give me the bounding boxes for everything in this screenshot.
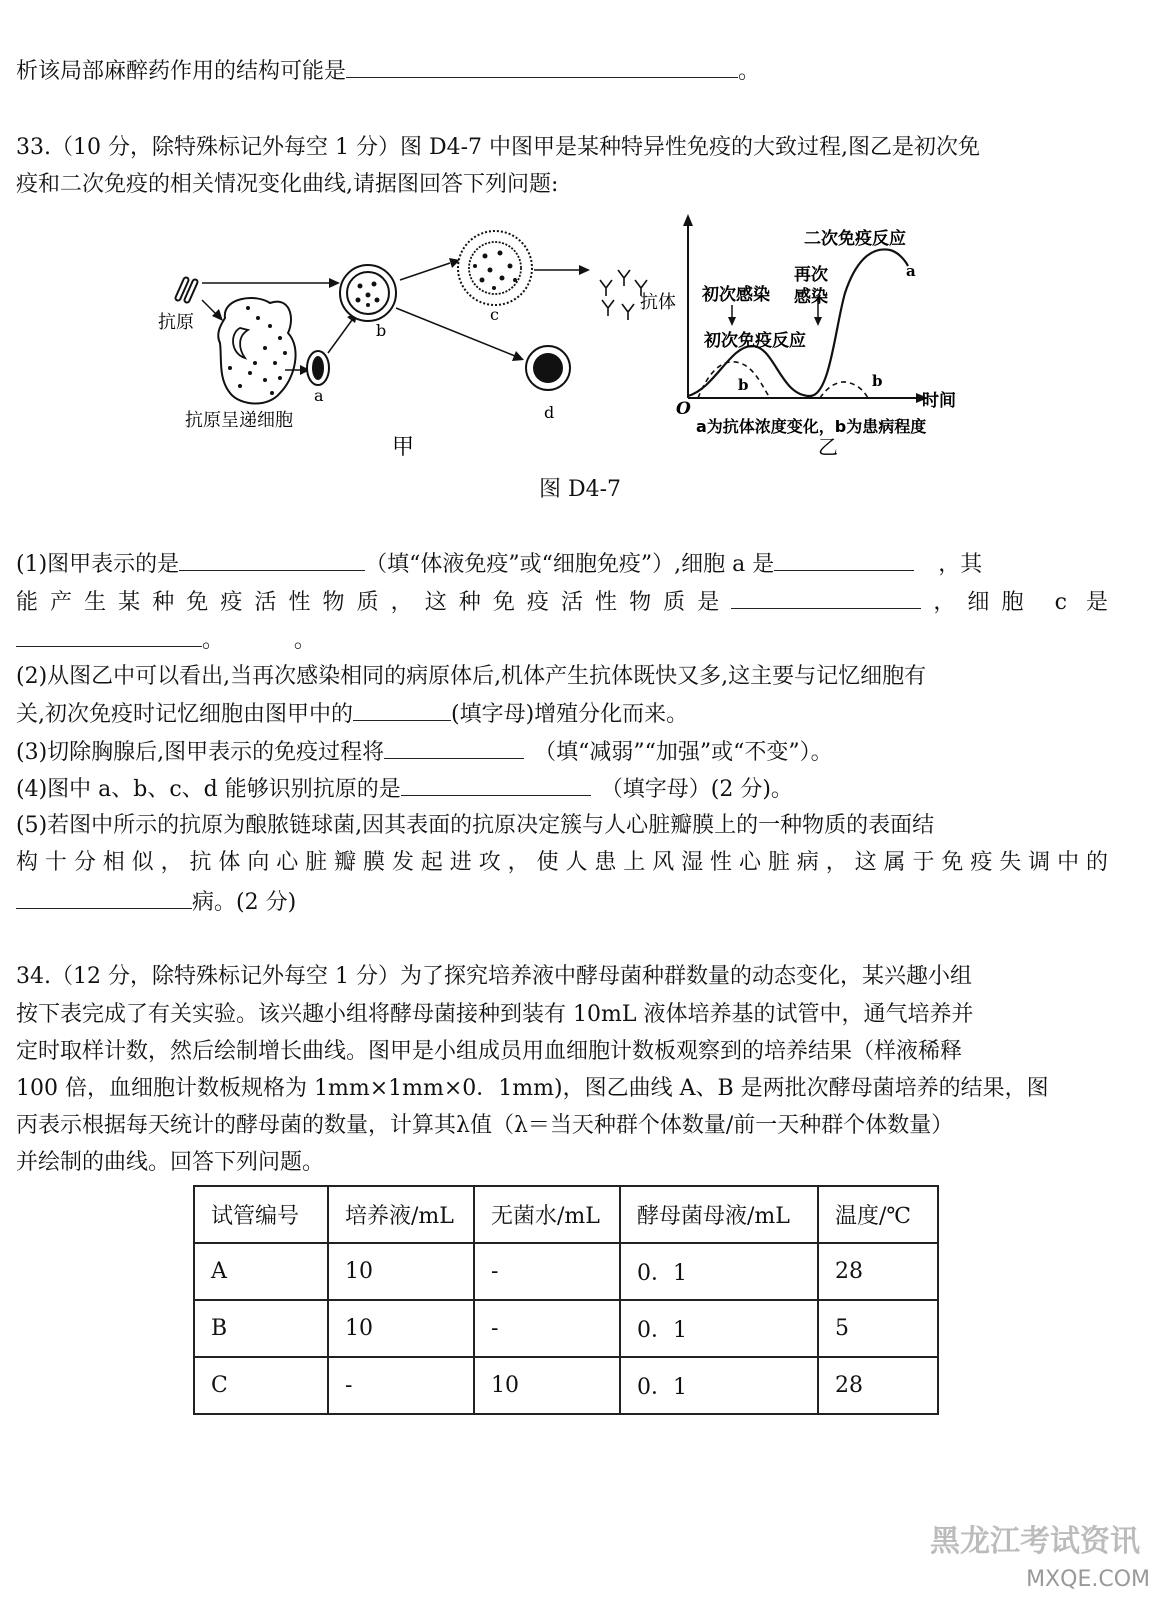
experiment-table (193, 1185, 939, 1415)
table-cell: C (194, 1357, 328, 1414)
table-cell: 10 (328, 1243, 474, 1300)
label-apc: 抗原呈递细胞 (185, 410, 293, 431)
q34-line3: 定时取样计数，然后绘制增长曲线。图甲是小组成员用血细胞计数板观察到的培养结果（样液稀释 (16, 1039, 963, 1064)
table-header-cell: 无菌水/mL (474, 1186, 620, 1243)
label-c: c (490, 305, 499, 324)
q33-part5-line2: 构十分相似，抗体向心脏瓣膜发起进攻，使人患上风湿性心脏病，这属于免疫失调中的 (16, 850, 1108, 875)
q34-line1: 34.（12 分，除特殊标记外每空 1 分）为了探究培养液中酵母菌种群数量的动态变化，某兴趣小组 (16, 964, 972, 989)
q34-line4: 100 倍，血细胞计数板规格为 1mm×1mm×0．1mm)，图乙曲线 A、B 是两批次酵母菌培养的结果，图 (16, 1076, 1049, 1101)
table-header-cell: 温度/℃ (818, 1186, 938, 1243)
label-origin: O (676, 399, 691, 419)
cell-c-icon (458, 231, 532, 305)
answer-blank[interactable] (384, 736, 524, 759)
answer-blank[interactable] (774, 548, 914, 571)
label-first-response: 初次免疫反应 (704, 331, 806, 351)
table-cell: 0．1 (620, 1243, 818, 1300)
q33-part1-line3: 。 。 (16, 624, 316, 656)
intro-line: 析该局部麻醉药作用的结构可能是 。 (16, 55, 760, 87)
table-cell: 10 (474, 1357, 620, 1414)
watermark-source: 黑龙江考试资讯 (930, 1524, 1140, 1559)
table-cell: 5 (818, 1300, 938, 1357)
q33-part2-line2: 关,初次免疫时记忆细胞由图甲中的 (填字母)增殖分化而来。 (16, 698, 688, 730)
table-header-cell: 培养液/mL (328, 1186, 474, 1243)
caption-yi: 乙 (818, 435, 838, 459)
answer-blank[interactable] (16, 624, 202, 647)
antigen-icon (178, 280, 195, 300)
q33-part5-line3: 病。(2 分) (16, 886, 296, 918)
q33-part3: (3)切除胸腺后,图甲表示的免疫过程将 （填“减弱”“加强”或“不变”）。 (16, 736, 833, 768)
q33-part1-line1: (1)图甲表示的是 （填“体液免疫”或“细胞免疫”）,细胞 a 是 ，其 (16, 548, 982, 580)
table-cell: 28 (818, 1243, 938, 1300)
q33-part4: (4)图中 a、b、c、d 能够识别抗原的是 （填字母）(2 分)。 (16, 773, 793, 805)
label-reinfect-2: 感染 (794, 287, 828, 307)
label-time-axis: 时间 (922, 391, 956, 411)
q33-part5-line1: (5)若图中所示的抗原为酿脓链球菌,因其表面的抗原决定簇与人心脏瓣膜上的一种物质的表面结 (16, 813, 935, 838)
table-row (194, 1243, 938, 1300)
answer-blank[interactable] (353, 698, 451, 721)
table-cell: A (194, 1243, 328, 1300)
answer-blank[interactable] (401, 773, 591, 796)
label-first-infection: 初次感染 (702, 285, 770, 305)
cell-d-icon (526, 346, 570, 390)
label-a: a (314, 386, 324, 405)
table-cell: 0．1 (620, 1300, 818, 1357)
label-d: d (544, 403, 555, 422)
figure-d4-7 (130, 208, 970, 463)
q33-title-line2: 疫和二次免疫的相关情况变化曲线,请据图回答下列问题: (16, 172, 559, 197)
label-secondary-response: 二次免疫反应 (804, 229, 906, 249)
q33-title-line1: 33.（10 分，除特殊标记外每空 1 分）图 D4-7 中图甲是某种特异性免疫的大致过程,图乙是初次免 (16, 135, 981, 160)
q33-part1-line2: 能产生某种免疫活性物质，这种免疫活性物质是 ，细胞 c 是 (16, 586, 1108, 618)
antigen-presenting-cell-icon (218, 298, 295, 404)
answer-blank[interactable] (16, 886, 192, 909)
table-row (194, 1300, 938, 1357)
q33-part2-line1: (2)从图乙中可以看出,当再次感染相同的病原体后,机体产生抗体既快又多,这主要与记忆细胞有 (16, 664, 927, 689)
label-b: b (376, 321, 387, 340)
table-cell: - (474, 1243, 620, 1300)
label-curve-b-second: b (872, 372, 883, 390)
answer-blank[interactable] (731, 586, 921, 609)
graph-note: a为抗体浓度变化，b为患病程度 (696, 417, 927, 436)
table-cell: 28 (818, 1357, 938, 1414)
label-antibody: 抗体 (640, 292, 676, 313)
figure-caption: 图 D4-7 (538, 477, 622, 502)
table-cell: 0．1 (620, 1357, 818, 1414)
table-header-row (194, 1186, 938, 1243)
curve-b-first (698, 362, 770, 398)
answer-blank[interactable] (346, 55, 738, 78)
caption-jia: 甲 (392, 435, 415, 460)
cell-b-icon (340, 265, 396, 321)
label-curve-a: a (906, 262, 916, 280)
q34-line6: 并绘制的曲线。回答下列问题。 (16, 1150, 325, 1175)
table-cell: B (194, 1300, 328, 1357)
curve-b-second (820, 382, 868, 398)
answer-blank[interactable] (179, 548, 365, 571)
label-antigen: 抗原 (158, 312, 194, 333)
table-cell: - (474, 1300, 620, 1357)
table-header-cell: 酵母菌母液/mL (620, 1186, 818, 1243)
label-curve-b-first: b (738, 376, 749, 394)
table-cell: - (328, 1357, 474, 1414)
label-reinfect-1: 再次 (794, 265, 828, 285)
table-cell: 10 (328, 1300, 474, 1357)
q34-line5: 丙表示根据每天统计的酵母菌的数量，计算其λ值（λ＝当天种群个体数量/前一天种群个体数量） (16, 1113, 954, 1138)
table-header-cell: 试管编号 (194, 1186, 328, 1243)
cell-a-icon (307, 351, 329, 385)
q34-line2: 按下表完成了有关实验。该兴趣小组将酵母菌接种到装有 10mL 液体培养基的试管中，通气培养并 (16, 1002, 974, 1027)
table-row (194, 1357, 938, 1414)
watermark-site: MXQE.COM (1026, 1567, 1150, 1592)
